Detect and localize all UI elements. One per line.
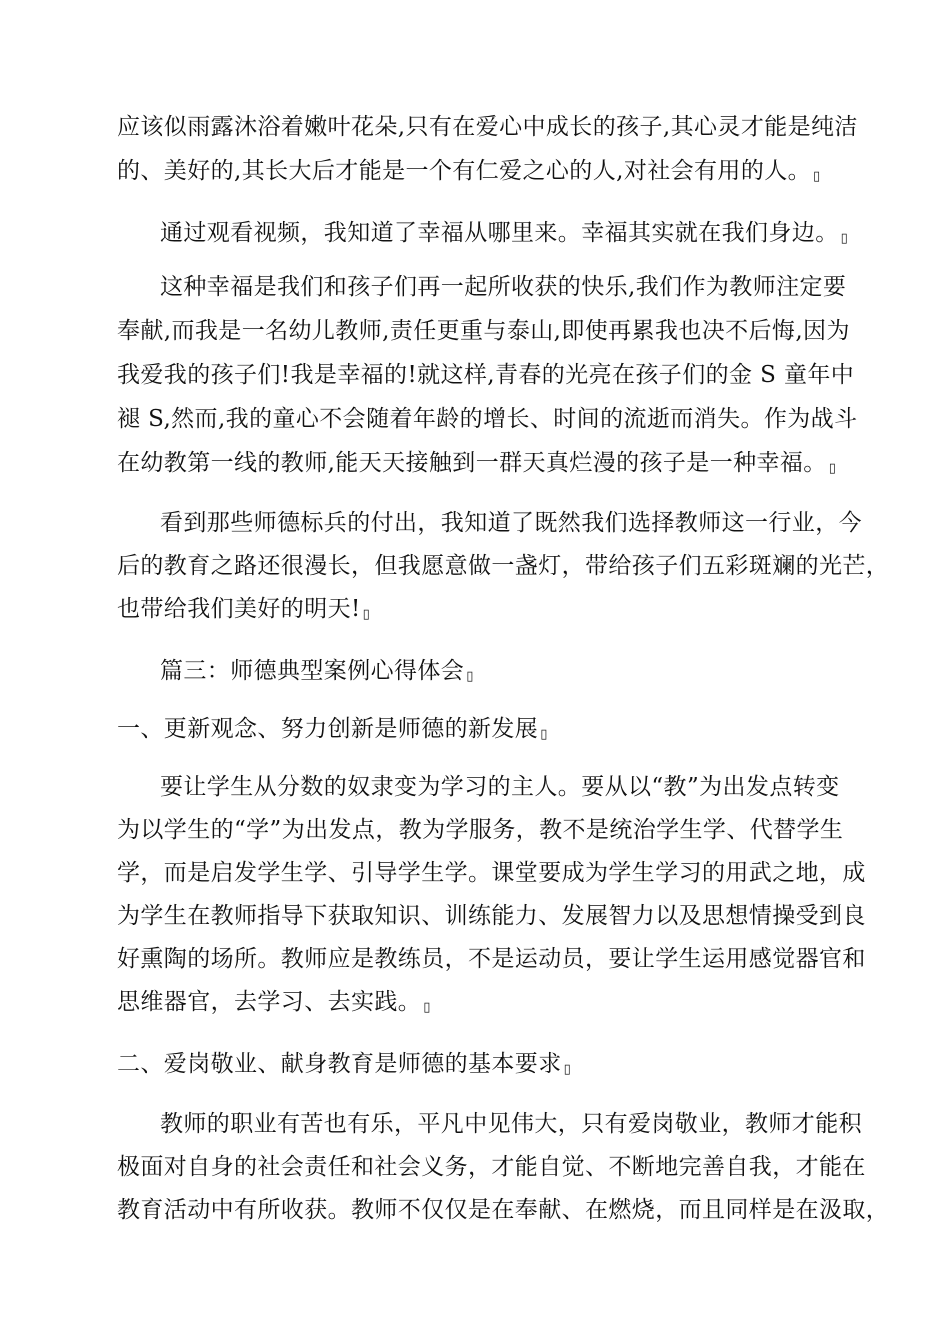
subsection-heading: 二、爱岗敬业、献身教育是师德的基本要求 ▯ (117, 1051, 572, 1077)
text-line: 奉献,而我是一名幼儿教师,责任更重与泰山,即使再累我也决不后悔,因为 (117, 318, 850, 344)
text-line: 要让学生从分数的奴隶变为学习的主人。要从以“教”为出发点转变 (160, 774, 840, 800)
text-line: 为学生在教师指导下获取知识、训练能力、发展智力以及思想情操受到良 (117, 903, 866, 929)
section-heading: 篇三：师德典型案例心得体会 ▯ (160, 658, 474, 684)
paragraph-mark-icon: ▯ (423, 1000, 431, 1015)
text-line: 这种幸福是我们和孩子们再一起所收获的快乐,我们作为教师注定要 (160, 274, 847, 300)
text-line: 的、美好的,其长大后才能是一个有仁爱之心的人,对社会有用的人。 ▯ (117, 158, 821, 184)
text-line: 我爱我的孩子们!我是幸福的!就这样,青春的光亮在孩子们的金 S 童年中 (117, 362, 855, 388)
paragraph-mark-icon: ▯ (828, 461, 837, 476)
text-line: 教育活动中有所收获。教师不仅仅是在奉献、在燃烧，而且同样是在汲取， (117, 1197, 890, 1223)
paragraph-mark-icon: ▯ (840, 231, 849, 246)
text-line: 教师的职业有苦也有乐，平凡中见伟大，只有爱岗敬业，教师才能积 (160, 1111, 862, 1137)
paragraph-mark-icon: ▯ (813, 169, 821, 184)
paragraph-mark-icon: ▯ (362, 607, 371, 622)
text-line: 通过观看视频，我知道了幸福从哪里来。幸福其实就在我们身边。 ▯ (160, 220, 849, 246)
paragraph-mark-icon: ▯ (466, 669, 474, 684)
text-line: 好熏陶的场所。教师应是教练员，不是运动员，要让学生运用感觉器官和 (117, 946, 866, 972)
text-line: 褪 S,然而,我的童心不会随着年龄的增长、时间的流逝而消失。作为战斗 (117, 406, 858, 432)
text-line: 应该似雨露沐浴着嫩叶花朵,只有在爱心中成长的孩子,其心灵才能是纯洁 (117, 114, 858, 140)
text-line: 也带给我们美好的明天! ▯ (117, 596, 371, 622)
text-line: 极面对自身的社会责任和社会义务，才能自觉、不断地完善自我，才能在 (117, 1154, 866, 1180)
text-line: 思维器官，去学习、去实践。 ▯ (117, 989, 431, 1015)
text-line: 在幼教第一线的教师,能天天接触到一群天真烂漫的孩子是一种幸福。 ▯ (117, 450, 837, 476)
text-line: 看到那些师德标兵的付出，我知道了既然我们选择教师这一行业，今 (160, 510, 862, 536)
text-line: 后的教育之路还很漫长，但我愿意做一盏灯，带给孩子们五彩斑斓的光芒， (117, 553, 890, 579)
subsection-heading: 一、更新观念、努力创新是师德的新发展 ▯ (117, 716, 548, 742)
text-line: 为以学生的“学”为出发点，教为学服务，教不是统治学生学、代替学生 (117, 817, 844, 843)
text-line: 学，而是启发学生学、引导学生学。课堂要成为学生学习的用武之地，成 (117, 860, 866, 886)
paragraph-mark-icon: ▯ (563, 1062, 572, 1077)
paragraph-mark-icon: ▯ (540, 727, 548, 742)
